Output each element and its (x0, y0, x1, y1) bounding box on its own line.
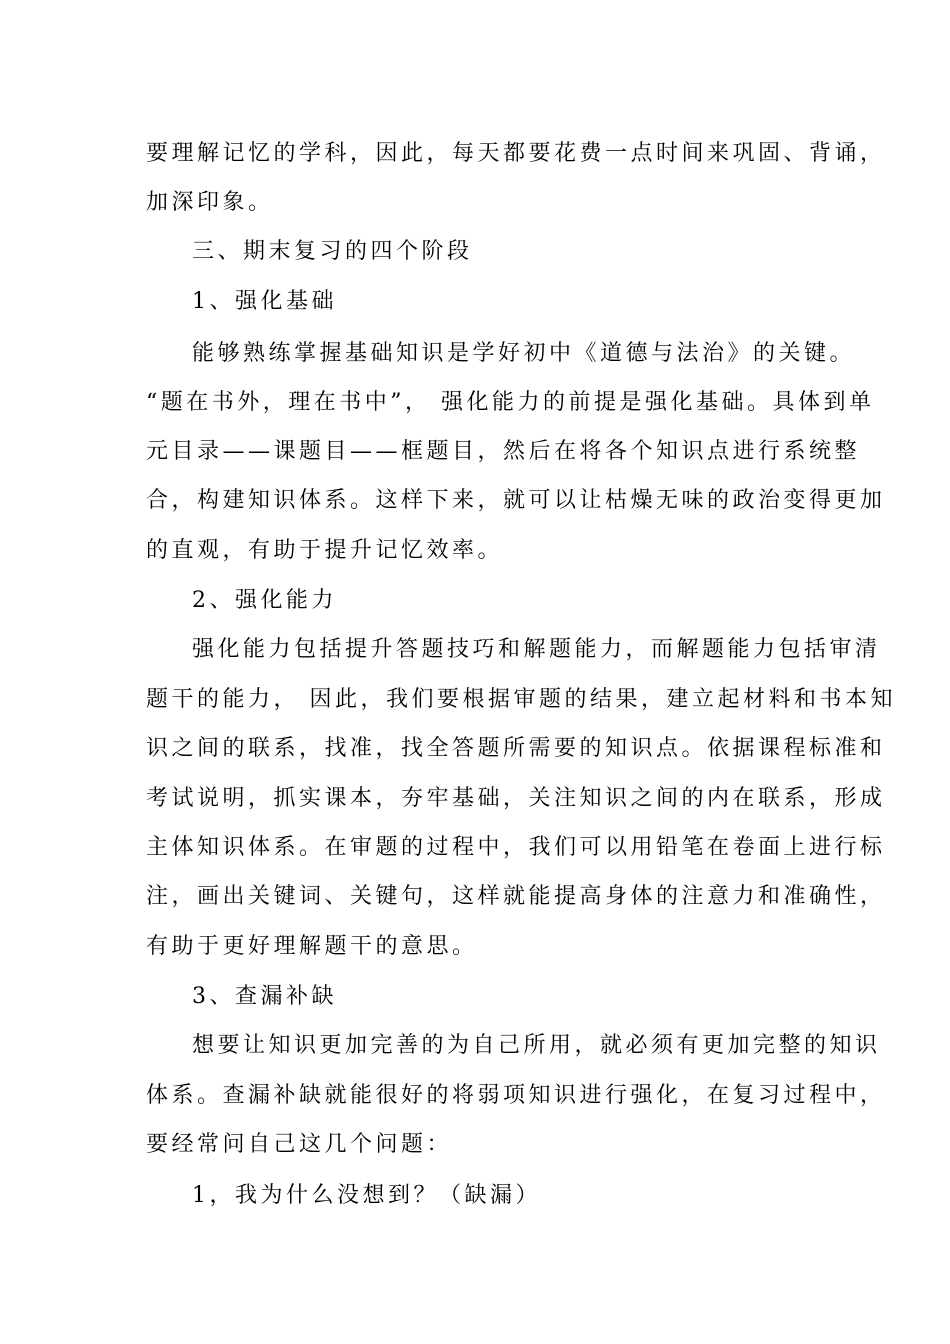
paragraph-line: 有助于更好理解题干的意思。 (146, 934, 478, 959)
subsection-heading: 3、查漏补缺 (192, 984, 337, 1009)
paragraph-line: 识之间的联系，找准，找全答题所需要的知识点。依据课程标准和 (146, 736, 886, 761)
subsection-heading: 2、强化能力 (192, 588, 337, 613)
paragraph-line: 元目录——课题目——框题目，然后在将各个知识点进行系统整 (146, 439, 861, 464)
paragraph-line: 考试说明，抓实课本，夯牢基础，关注知识之间的内在联系，形成 (146, 786, 886, 811)
section-heading: 三、期末复习的四个阶段 (192, 239, 473, 264)
paragraph-line: 题干的能力， 因此，我们要根据审题的结果，建立起材料和书本知 (146, 687, 896, 712)
paragraph-line: 要理解记忆的学科，因此，每天都要花费一点时间来巩固、背诵， (146, 141, 886, 166)
paragraph-line: 能够熟练掌握基础知识是学好初中《道德与法治》的关键。 (192, 341, 856, 366)
paragraph-line: 强化能力包括提升答题技巧和解题能力，而解题能力包括审清 (192, 637, 881, 662)
paragraph-line: 的直观，有助于提升记忆效率。 (146, 538, 504, 563)
paragraph-line: “题在书外，理在书中”， 强化能力的前提是强化基础。具体到单 (146, 390, 875, 415)
paragraph-line: 加深印象。 (146, 190, 274, 215)
paragraph-line: 体系。查漏补缺就能很好的将弱项知识进行强化，在复习过程中， (146, 1083, 886, 1108)
paragraph-line: 主体知识体系。在审题的过程中，我们可以用铅笔在卷面上进行标 (146, 835, 886, 860)
paragraph-line: 要经常问自己这几个问题： (146, 1132, 453, 1157)
list-item: 1，我为什么没想到？（缺漏） (192, 1183, 541, 1208)
paragraph-line: 想要让知识更加完善的为自己所用，就必须有更加完整的知识 (192, 1033, 881, 1058)
subsection-heading: 1、强化基础 (192, 289, 337, 314)
paragraph-line: 合，构建知识体系。这样下来，就可以让枯燥无味的政治变得更加 (146, 488, 886, 513)
paragraph-line: 注，画出关键词、关键句，这样就能提高身体的注意力和准确性， (146, 884, 886, 909)
